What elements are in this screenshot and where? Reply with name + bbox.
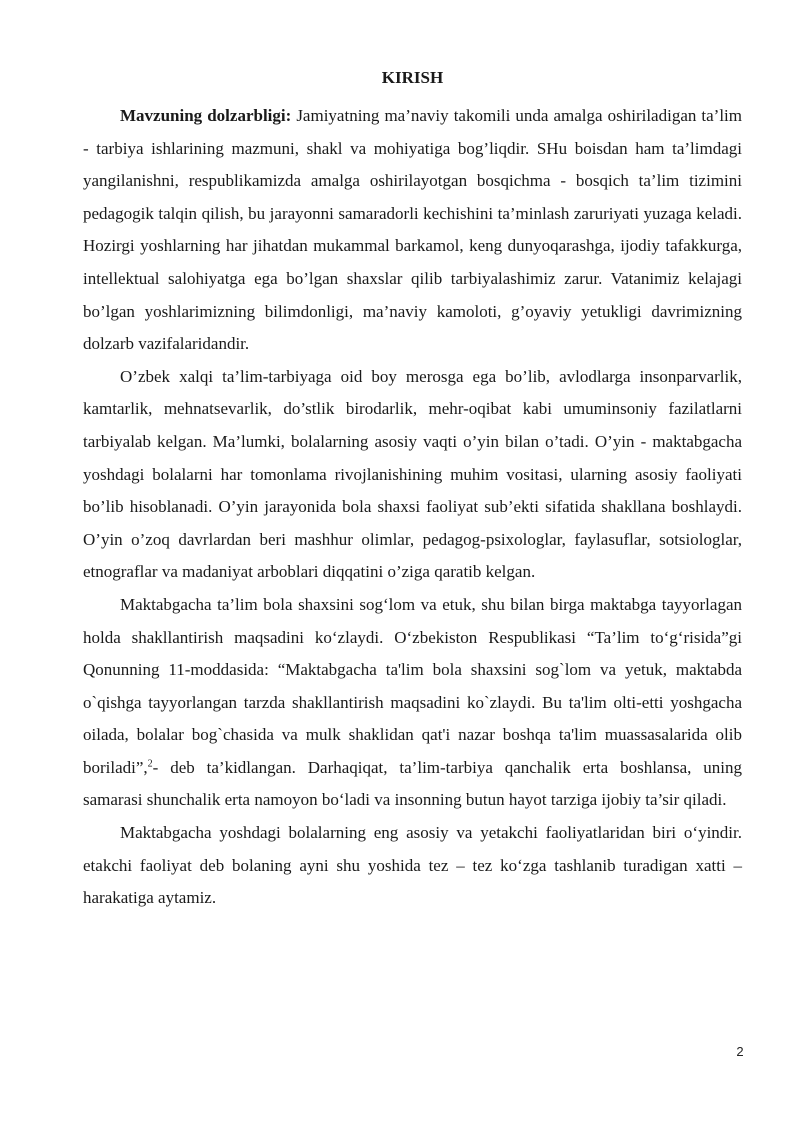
law-text-before: Maktabgacha ta’lim bola shaxsini sog‘lom va etuk, shu bilan birga maktabga tayyorlagan holda shakllantirish maqsadini ko‘zlaydi. O‘zbekiston Respublikasi “Ta’lim to‘g‘risida”gi Qonunning 11-moddasida: “Maktabgacha ta'lim bola shaxsini sog`lom va yetuk, maktabda o`qishga tayyorlangan tarzda shakllantirish maqsadini ko`zlaydi. Bu ta'lim olti-etti yoshgacha oilada, bolalar bog`chasida va mulk shaklidan qat'i nazar boshqa ta'lim muassasalarida olib boriladi”, bbox=[83, 594, 742, 777]
paragraph-preschool-law bbox=[83, 589, 742, 817]
relevance-text: Jamiyatning ma’naviy takomili unda amalga oshiriladigan ta’lim - tarbiya ishlarining mazmuni, shakl va mohiyatiga bog’liqdir. SHu boisdan ham ta’limdagi yangilanishni, respublikamizda amalga oshirilayotgan bosqichma - bosqich ta’lim tizimini pedagogik talqin qilish, bu jarayonni samaradorli kechishini ta’minlash zaruriyati yuzaga keladi. Hozirgi yoshlarning har jihatdan mukammal barkamol, keng dunyoqarashga, ijodiy tafakkurga, intellektual salohiyatga ega bo’lgan shaxslar qilib tarbiyalashimiz zarur. Vatanimiz kelajagi bo’lgan yoshlarimizning bilimdonligi, ma’naviy kamoloti, g’oyaviy yetukligi davrimizning dolzarb vazifalaridandir. bbox=[83, 106, 743, 354]
paragraph-relevance bbox=[83, 100, 742, 361]
page-number: 2 bbox=[736, 1044, 744, 1059]
paragraph-uzbek-heritage: O’zbek xalqi ta’lim-tarbiyaga oid boy merosga ega bo’lib, avlodlarga insonparvarlik, kamtarlik, mehnatsevarlik, do’stlik birodarlik, mehr-oqibat kabi umuminsoniy fazilatlarni tarbiyalab kelgan. Ma’lumki, bolalarning asosiy vaqti o’yin bilan o’tadi. O’yin - maktabgacha yoshdagi bolalarni har tomonlama rivojlanishining muhim vositasi, ularning asosiy faoliyati bo’lib hisoblanadi. O’yin jarayonida bola shaxsi faoliyat sub’ekti sifatida shakllana boshlaydi. O’yin o’zoq davrlardan beri mashhur olimlar, pedagog-psixologlar, faylasuflar, sotsiologlar, etnograflar va madaniyat arboblari diqqatini o’ziga qaratib kelgan. bbox=[83, 366, 742, 582]
paragraph-leading-activity: Maktabgacha yoshdagi bolalarning eng asosiy va yetakchi faoliyatlaridan biri o‘yindir. etakchi faoliyat deb bolaning ayni shu yoshida tez – tez ko‘zga tashlanib turadigan xatti – harakatiga aytamiz. bbox=[83, 823, 742, 908]
relevance-lead: Mavzuning dolzarbligi: bbox=[120, 106, 292, 125]
document-title: KIRISH bbox=[381, 68, 444, 87]
document-page bbox=[83, 66, 742, 915]
law-text-after: - deb ta’kidlangan. Darhaqiqat, ta’lim-tarbiya qanchalik erta boshlansa, uning samarasi shunchalik erta namoyon bo‘ladi va insonning butun hayot tarziga ijobiy ta’sir qiladi. bbox=[83, 757, 742, 810]
footnote-marker[interactable]: 2 bbox=[147, 758, 153, 770]
